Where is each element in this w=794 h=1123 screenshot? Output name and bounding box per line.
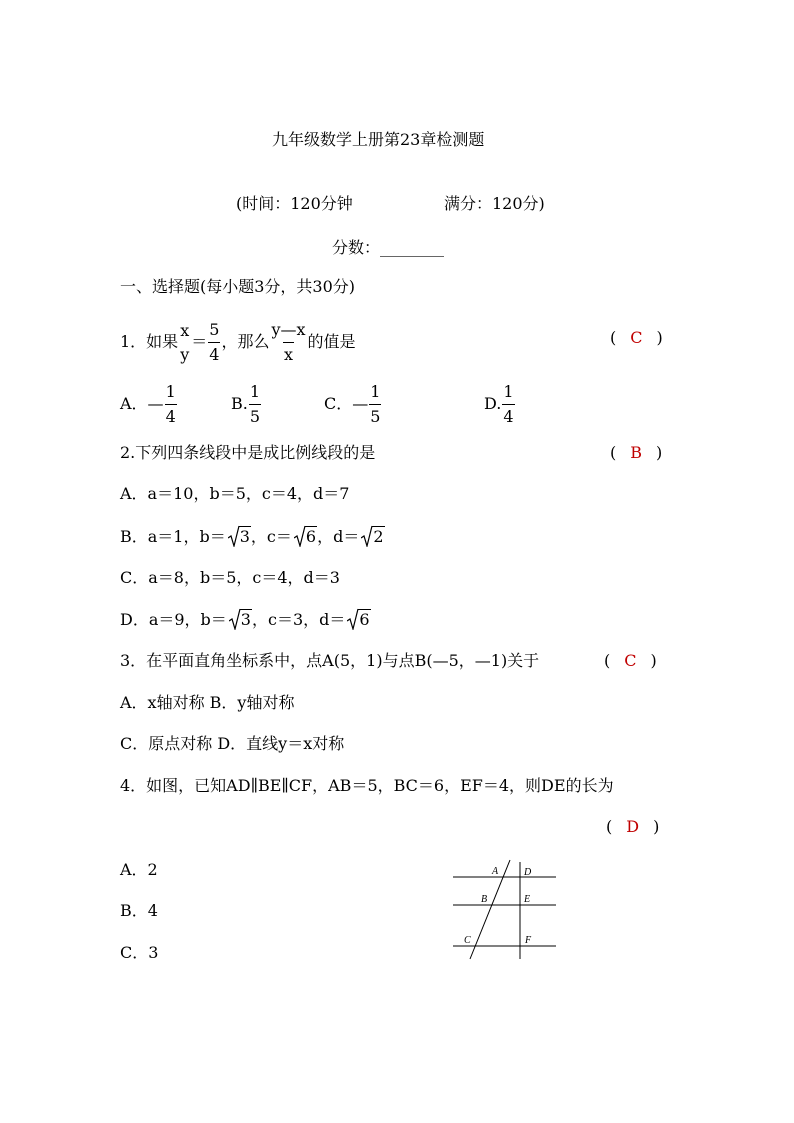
exam-full-score: 满分：120分): [444, 194, 545, 213]
figure-label-c: C: [464, 935, 471, 946]
q4-option-a: A．2: [120, 860, 158, 879]
figure-label-b: B: [481, 894, 488, 905]
q3-answer: C: [624, 651, 637, 670]
q4-option-c: C．3: [120, 943, 159, 962]
sqrt-6: 6: [294, 527, 317, 547]
q4-answer-bracket: ( D ): [606, 817, 660, 836]
question-4: 4．如图，已知AD∥BE∥CF，AB＝5，BC＝6，EF＝4，则DE的长为: [120, 776, 614, 795]
q2-option-c: C．a＝8，b＝5，c＝4，d＝3: [120, 568, 340, 587]
q4-option-b: B．4: [120, 901, 158, 920]
q1-option-b: B. $\frac{1}{5}$: [231, 382, 261, 426]
figure-label-a: A: [492, 866, 499, 877]
q1-fraction-x-over-y: x y: [180, 320, 190, 364]
q2-option-a: A．a＝10，b＝5，c＝4，d＝7: [120, 484, 350, 503]
figure-label-e: E: [524, 894, 531, 905]
q1-option-a: A．— $\frac{1}{4}$: [120, 382, 176, 426]
q1-fraction-expression: $\frac{y—x}{x}$: [271, 320, 306, 364]
q3-options-cd: C．原点对称 D．直线y＝x对称: [120, 734, 345, 753]
parallel-lines-figure: [448, 858, 560, 962]
page-title: 九年级数学上册第23章检测题: [272, 130, 485, 149]
question-1: 1．如果 x y ＝ $\frac{5}{4}$ ，那么 $\frac{y—x}{x}$ 的值是: [120, 320, 356, 364]
q3-answer-bracket: ( C ): [604, 651, 657, 670]
q1-option-d: D. $\frac{1}{4}$: [484, 382, 514, 426]
sqrt-3: 3: [229, 610, 252, 630]
q1-answer: C: [630, 328, 643, 347]
q2-answer: B: [630, 443, 643, 462]
q1-option-c: C．— $\frac{1}{5}$: [324, 382, 381, 426]
q2-option-d: D．a＝9，b＝ 3，c＝3，d＝ 6: [120, 610, 370, 629]
score-field: 分数：________: [332, 238, 445, 257]
figure-label-d: D: [524, 867, 532, 878]
exam-time: (时间：120分钟: [236, 194, 353, 213]
q1-number: 1．如果: [120, 332, 179, 351]
sqrt-6: 6: [347, 610, 370, 630]
q4-answer: D: [626, 817, 640, 836]
q1-answer-bracket: ( C ): [610, 328, 663, 347]
sqrt-2: 2: [361, 527, 384, 547]
figure-label-f: F: [525, 935, 532, 946]
sqrt-3: 3: [228, 527, 251, 547]
q2-answer-bracket: ( B ): [610, 443, 663, 462]
question-3: 3．在平面直角坐标系中，点A(5，1)与点B(—5，—1)关于: [120, 651, 540, 670]
section-heading: 一、选择题(每小题3分，共30分): [120, 277, 356, 296]
question-2: 2.下列四条线段中是成比例线段的是: [120, 443, 376, 462]
q2-option-b: B．a＝1，b＝ 3，c＝ 6，d＝ 2: [120, 527, 384, 546]
q3-options-ab: A．x轴对称 B．y轴对称: [120, 693, 295, 712]
q1-fraction-5-over-4: $\frac{5}{4}$: [209, 320, 220, 364]
